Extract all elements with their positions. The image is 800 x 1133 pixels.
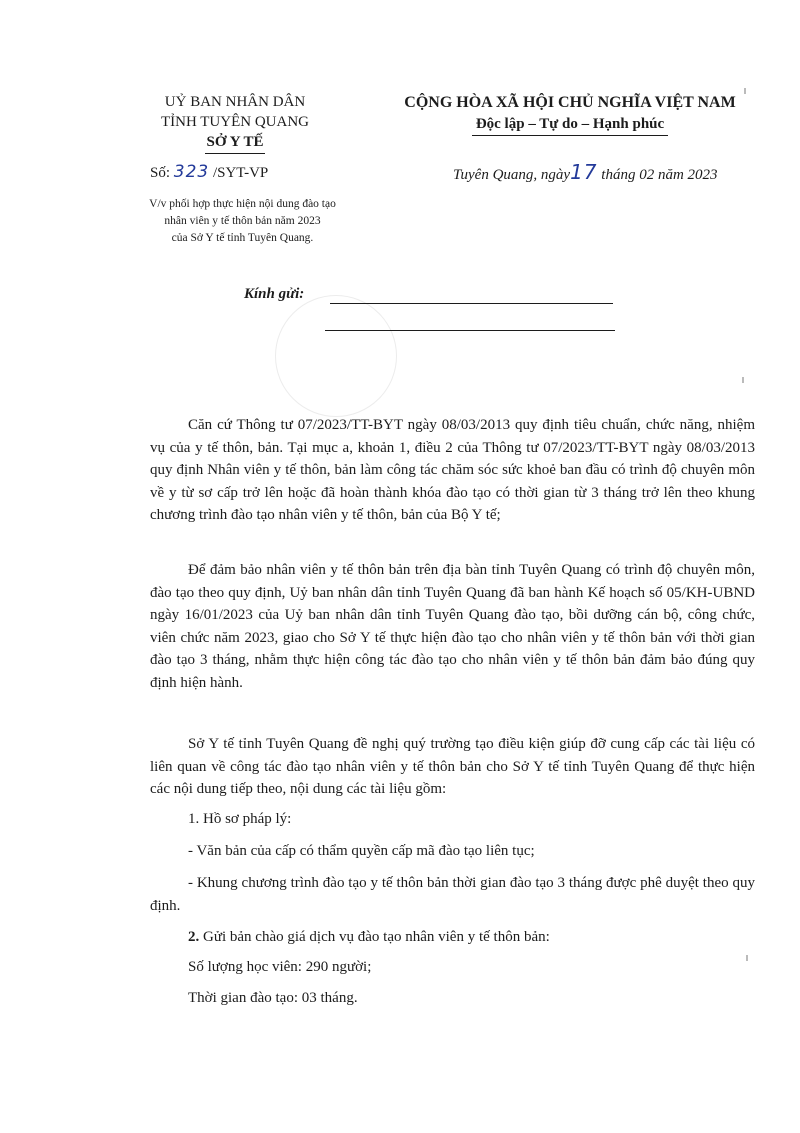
authority-line-3: SỞ Y TẾ	[206, 134, 264, 150]
document-number-handwritten: 323	[173, 162, 210, 182]
national-motto: Độc lập – Tự do – Hạnh phúc	[475, 116, 665, 132]
subject-line-1: V/v phối hợp thực hiện nội dung đào tạo	[149, 198, 336, 210]
student-count: Số lượng học viên: 290 người;	[188, 959, 372, 975]
authority-underline	[205, 153, 265, 154]
body-paragraph-2: Để đảm bảo nhân viên y tế thôn bản trên địa bàn tỉnh Tuyên Quang có trình độ chuyên môn, đào tạo theo quy định, Uỷ ban nhân dân tỉnh Tuyên Quang đã ban hành Kế hoạch số 05/KH-UBND ngày 16/01/2023 của Uỷ ban nhân dân tỉnh Tuyên Quang đào tạo, bồi dưỡng cán bộ, công chức, viên chức năm 2023, giao cho Sở Y tế thực hiện đào tạo cho nhân viên y tế thôn bản với thời gian đào tạo 3 tháng, nhằm thực hiện công tác đào tạo cho nhân viên y tế thôn bản đảm bảo đúng quy định hiện hành.	[150, 562, 755, 691]
document-number-suffix: /SYT-VP	[212, 165, 269, 181]
issuing-authority	[120, 92, 350, 154]
scan-speck	[742, 377, 744, 383]
list-item-training-code: - Văn bản của cấp có thẩm quyền cấp mã đào tạo liên tục;	[188, 843, 535, 859]
list-item-quotation	[150, 926, 755, 949]
authority-line-1: UỶ BAN NHÂN DÂN	[164, 94, 306, 110]
date-prefix: Tuyên Quang, ngày	[453, 167, 571, 183]
motto-underline	[472, 135, 668, 136]
body-paragraph-1: Căn cứ Thông tư 07/2023/TT-BYT ngày 08/03/2013 quy định tiêu chuẩn, chức năng, nhiệm vụ của y tế thôn, bản. Tại mục a, khoản 1, điều 2 của Thông tư 07/2023/TT-BYT ngày 08/03/2013 quy định Nhân viên y tế thôn, bản làm công tác chăm sóc sức khoẻ ban đầu có trình độ chuyên môn về y từ sơ cấp trở lên hoặc đã hoàn thành khóa đào tạo có thời gian từ 3 tháng trở lên theo khung chương trình đào tạo nhân viên y tế thôn, bản của Bộ Y tế;	[150, 417, 755, 523]
list-item-curriculum: - Khung chương trình đào tạo y tế thôn bản thời gian đào tạo 3 tháng được phê duyệt theo quy định.	[150, 875, 755, 914]
national-header	[385, 92, 755, 136]
subject-line-3: của Sở Y tế tỉnh Tuyên Quang.	[171, 232, 314, 244]
document-date	[453, 160, 718, 184]
authority-line-2: TỈNH TUYÊN QUANG	[160, 114, 310, 130]
document-number-label: Số:	[150, 165, 171, 181]
recipient-blank-line-2	[325, 330, 615, 331]
recipient-blank-line-1	[330, 303, 613, 304]
recipient-label: Kính gửi:	[244, 286, 305, 302]
document-subject	[115, 196, 370, 247]
document-number	[150, 162, 268, 182]
national-title: CỘNG HÒA XÃ HỘI CHỦ NGHĨA VIỆT NAM	[404, 94, 736, 111]
date-suffix: tháng 02 năm 2023	[601, 167, 718, 183]
faint-stamp-mark	[275, 295, 397, 417]
training-duration: Thời gian đào tạo: 03 tháng.	[188, 990, 358, 1006]
date-day-handwritten: 17	[570, 160, 598, 184]
list-item-quotation-number: 2.	[188, 929, 200, 945]
list-item-legal-docs: 1. Hồ sơ pháp lý:	[188, 811, 292, 827]
list-item-quotation-text: Gửi bản chào giá dịch vụ đào tạo nhân viên y tế thôn bản:	[203, 929, 550, 945]
subject-line-2: nhân viên y tế thôn bản năm 2023	[164, 215, 321, 227]
body-paragraph-3: Sở Y tế tỉnh Tuyên Quang đề nghị quý trường tạo điều kiện giúp đỡ cung cấp các tài liệu có liên quan về công tác đào tạo nhân viên y tế thôn bản cho Sở Y tế tỉnh Tuyên Quang để thực hiện các nội dung tiếp theo, nội dung các tài liệu gồm:	[150, 736, 755, 797]
recipient-block	[244, 286, 304, 303]
